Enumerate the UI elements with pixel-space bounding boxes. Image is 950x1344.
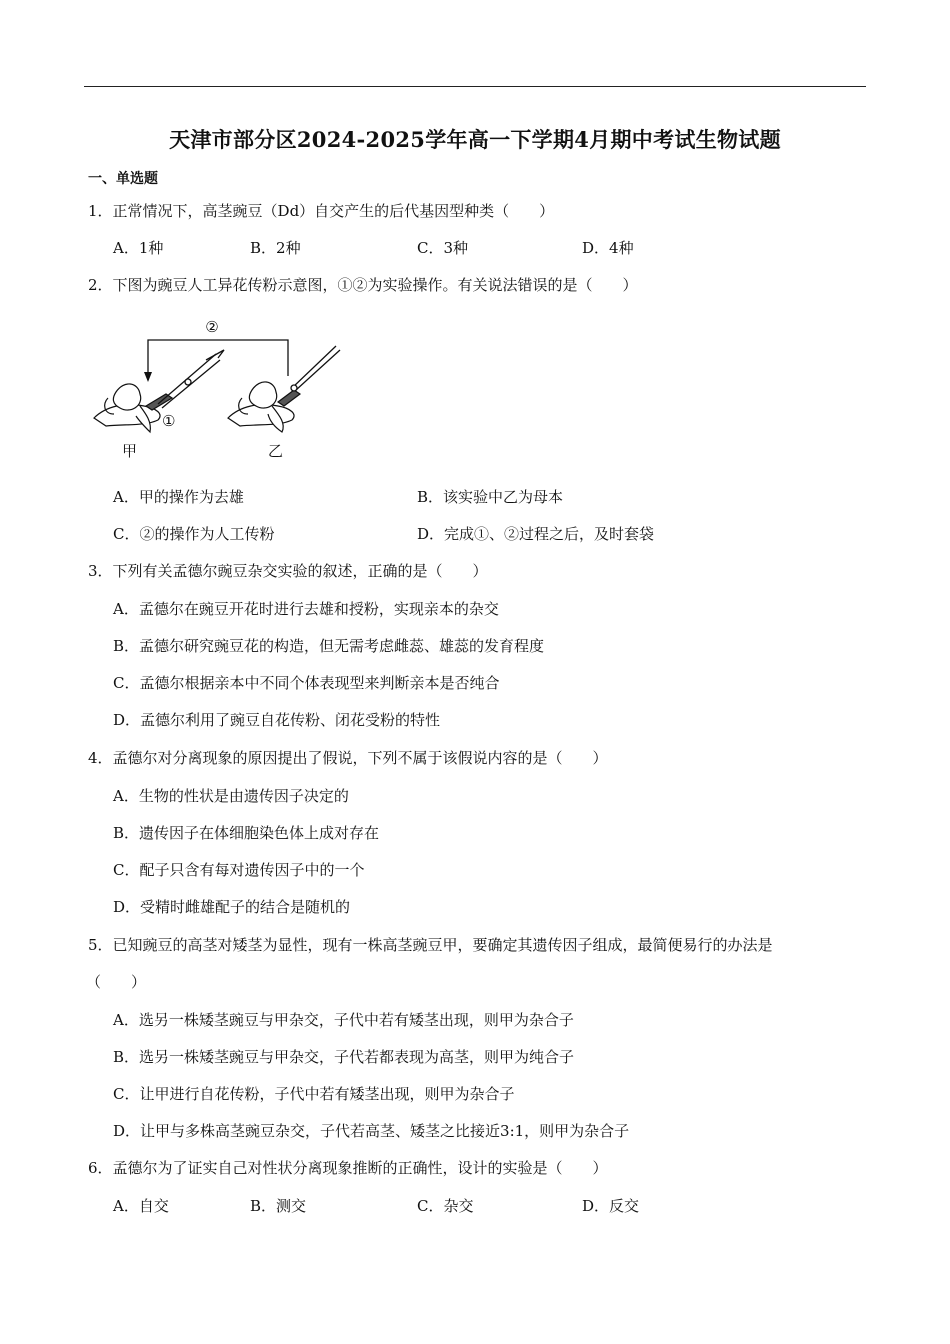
question-2-stem: 2．下图为豌豆人工异花传粉示意图，①②为实验操作。有关说法错误的是（ ） bbox=[88, 276, 638, 294]
pollination-figure bbox=[86, 310, 356, 470]
question-1-stem: 1．正常情况下，高茎豌豆（Dd）自交产生的后代基因型种类（ ） bbox=[88, 202, 555, 220]
question-4-option-a: A．生物的性状是由遗传因子决定的 bbox=[113, 787, 349, 805]
section-heading: 一、单选题 bbox=[88, 171, 158, 187]
question-2-option-c: C．②的操作为人工传粉 bbox=[113, 525, 275, 543]
flower-left bbox=[94, 384, 172, 432]
arrow-head bbox=[144, 372, 152, 382]
question-2-option-b: B．该实验中乙为母本 bbox=[417, 488, 564, 506]
question-3-option-d: D．孟德尔利用了豌豆自花传粉、闭花受粉的特性 bbox=[113, 711, 441, 729]
label-right: 乙 bbox=[268, 442, 284, 460]
question-5-option-c: C．让甲进行自花传粉，子代中若有矮茎出现，则甲为杂合子 bbox=[113, 1085, 515, 1103]
question-5-stem-cont: （ ） bbox=[86, 973, 147, 991]
question-5-option-a: A．选另一株矮茎豌豆与甲杂交，子代中若有矮茎出现，则甲为杂合子 bbox=[113, 1011, 574, 1029]
question-4-option-d: D．受精时雌雄配子的结合是随机的 bbox=[113, 898, 351, 916]
question-4-option-c: C．配子只含有每对遗传因子中的一个 bbox=[113, 861, 365, 879]
label-left: 甲 bbox=[122, 442, 138, 460]
question-2-option-a: A．甲的操作为去雄 bbox=[113, 488, 244, 506]
question-6-option-d: D．反交 bbox=[582, 1197, 640, 1215]
label-top: ② bbox=[205, 318, 219, 336]
question-3-option-b: B．孟德尔研究豌豆花的构造，但无需考虑雌蕊、雄蕊的发育程度 bbox=[113, 637, 545, 655]
question-4-stem: 4．孟德尔对分离现象的原因提出了假说，下列不属于该假说内容的是（ ） bbox=[88, 749, 608, 767]
question-4-option-b: B．遗传因子在体细胞染色体上成对存在 bbox=[113, 824, 380, 842]
bracket-line bbox=[148, 340, 288, 380]
question-6-option-a: A．自交 bbox=[113, 1197, 169, 1215]
question-5-option-b: B．选另一株矮茎豌豆与甲杂交，子代若都表现为高茎，则甲为纯合子 bbox=[113, 1048, 575, 1066]
question-5-option-d: D．让甲与多株高茎豌豆杂交，子代若高茎、矮茎之比接近3:1，则甲为杂合子 bbox=[113, 1122, 630, 1140]
question-1-option-b: B．2种 bbox=[250, 239, 301, 257]
question-3-option-c: C．孟德尔根据亲本中不同个体表现型来判断亲本是否纯合 bbox=[113, 674, 500, 692]
question-6-option-b: B．测交 bbox=[250, 1197, 307, 1215]
question-3-stem: 3．下列有关孟德尔豌豆杂交实验的叙述，正确的是（ ） bbox=[88, 562, 488, 580]
question-6-stem: 6．孟德尔为了证实自己对性状分离现象推断的正确性，设计的实验是（ ） bbox=[88, 1159, 608, 1177]
question-1-option-d: D．4种 bbox=[582, 239, 634, 257]
flower-right bbox=[228, 382, 300, 432]
question-1-option-a: A．1种 bbox=[113, 239, 164, 257]
question-2-option-d: D．完成①、②过程之后，及时套袋 bbox=[417, 525, 655, 543]
label-mid: ① bbox=[162, 412, 176, 430]
question-6-option-c: C．杂交 bbox=[417, 1197, 474, 1215]
brush bbox=[291, 346, 340, 391]
question-5-stem: 5．已知豌豆的高茎对矮茎为显性，现有一株高茎豌豆甲，要确定其遗传因子组成，最简便易行的办法是 bbox=[88, 936, 773, 954]
question-3-option-a: A．孟德尔在豌豆开花时进行去雄和授粉，实现亲本的杂交 bbox=[113, 600, 499, 618]
header-rule bbox=[84, 86, 866, 87]
page-title: 天津市部分区2024-2025学年高一下学期4月期中考试生物试题 bbox=[169, 127, 781, 152]
question-1-option-c: C．3种 bbox=[417, 239, 469, 257]
